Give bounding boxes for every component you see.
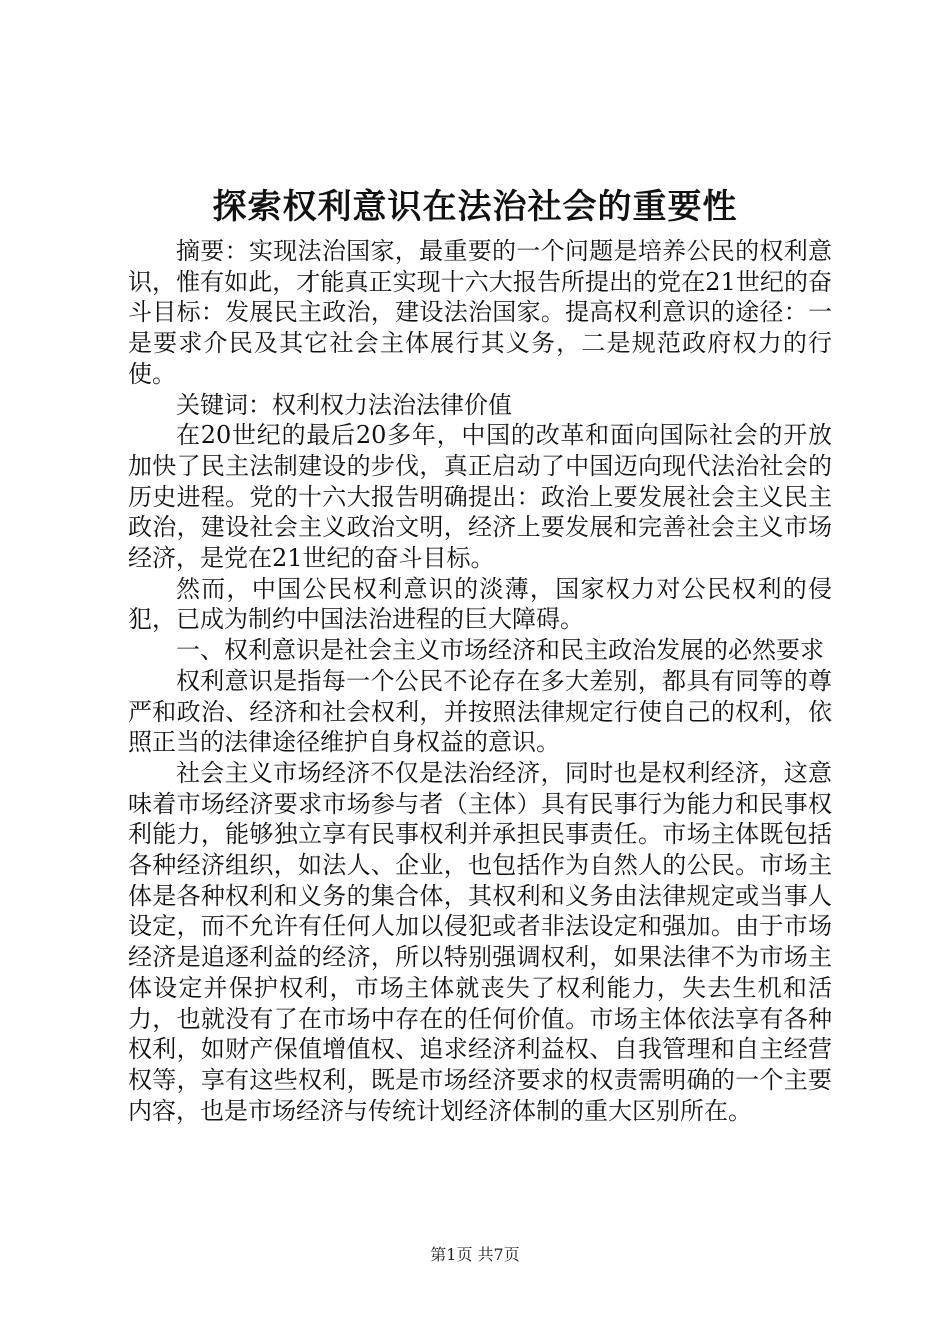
page-number-footer: 第1页 共7页 [430, 1245, 520, 1264]
document-body [128, 236, 832, 1126]
body-paragraph: 社会主义市场经济不仅是法治经济，同时也是权利经济，这意味着市场经济要求市场参与者（主体）具有民事行为能力和民事权利能力，能够独立享有民事权利并承担民事责任。市场主体既包括各种经济组织，如法人、企业，也包括作为自然人的公民。市场主体是各种权利和义务的集合体，其权利和义务由法律规定或当事人设定，而不允许有任何人加以侵犯或者非法设定和强加。由于市场经济是追逐利益的经济，所以特别强调权利，如果法律不为市场主体设定并保护权利，市场主体就丧失了权利能力，失去生机和活力，也就没有了在市场中存在的任何价值。市场主体依法享有各种权利，如财产保值增值权、追求经济利益权、自我管理和自主经营权等，享有这些权利，既是市场经济要求的权责需明确的一个主要内容，也是市场经济与传统计划经济体制的重大区别所在。 [128, 758, 832, 1125]
section-heading: 一、权利意识是社会主义市场经济和民主政治发展的必然要求 [176, 636, 824, 665]
body-paragraph: 权利意识是指每一个公民不论存在多大差别，都具有同等的尊严和政治、经济和社会权利，并按照法律规定行使自己的权利，依照正当的法律途径维护自身权益的意识。 [128, 666, 832, 757]
abstract-paragraph: 摘要：实现法治国家，最重要的一个问题是培养公民的权利意识，惟有如此，才能真正实现十六大报告所提出的党在21世纪的奋斗目标：发展民主政治，建设法治国家。提高权利意识的途径：一是要求介民及其它社会主体展行其义务，二是规范政府权力的行使。 [128, 237, 832, 388]
body-paragraph: 然而，中国公民权利意识的淡薄，国家权力对公民权利的侵犯，已成为制约中国法治进程的巨大障碍。 [128, 574, 832, 634]
keywords-paragraph: 关键词：权利权力法治法律价值 [176, 390, 512, 419]
document-title: 探索权利意识在法治社会的重要性 [212, 187, 738, 227]
body-paragraph: 在20世纪的最后20多年，中国的改革和面向国际社会的开放加快了民主法制建设的步伐，真正启动了中国迈向现代法治社会的历史进程。党的十六大报告明确提出：政治上要发展社会主义民主政治，建设社会主义政治文明，经济上要发展和完善社会主义市场经济，是党在21世纪的奋斗目标。 [128, 421, 832, 573]
